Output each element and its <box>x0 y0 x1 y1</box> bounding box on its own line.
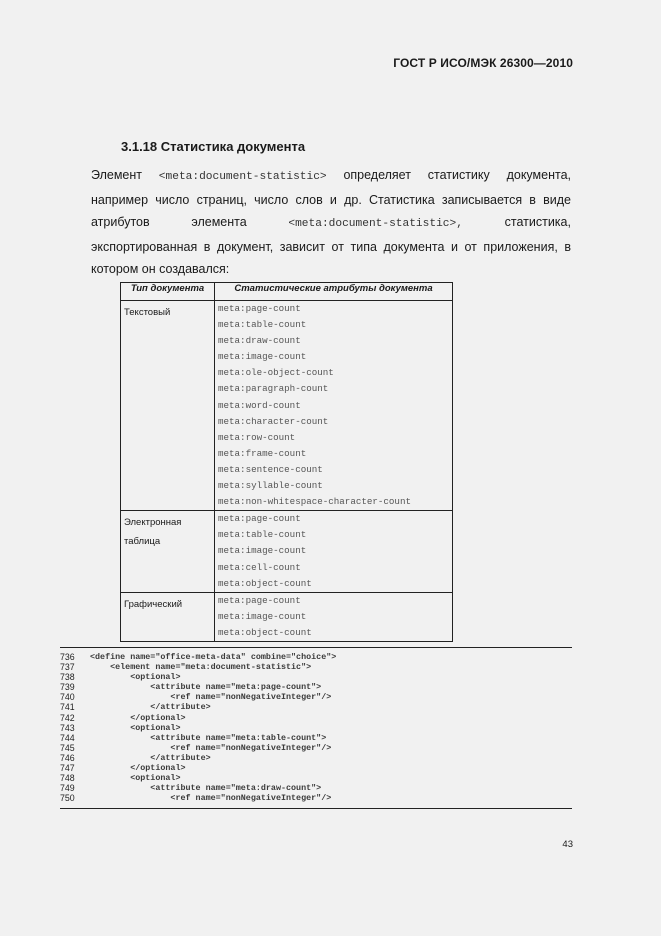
attribute-item: meta:paragraph-count <box>218 383 329 395</box>
paragraph-line-2: например число страниц, число слов и др. Статистика записывается в виде <box>91 192 571 207</box>
attribute-item: meta:object-count <box>218 577 312 589</box>
paragraph-line-1 <box>91 164 571 189</box>
line-number: 750 <box>60 793 75 804</box>
code-line <box>60 652 572 662</box>
attribute-item: meta:table-count <box>218 319 307 331</box>
code-line <box>60 692 572 702</box>
document-type-cell <box>121 592 215 641</box>
line-number: 749 <box>60 783 75 794</box>
paragraph-text: элемента <box>191 215 247 230</box>
attribute-item: meta:sentence-count <box>218 463 323 475</box>
code-text: <define name="office-meta-data" combine="choice"> <box>90 652 337 662</box>
code-line <box>60 763 572 773</box>
code-line <box>60 733 572 743</box>
code-text: <ref name="nonNegativeInteger"/> <box>90 742 332 753</box>
code-text: <element name="meta:document-statistic"> <box>90 662 312 673</box>
attribute-item: meta:word-count <box>218 399 301 411</box>
code-text: </attribute> <box>90 702 211 713</box>
paragraph-text: определяет статистику документа, <box>326 168 571 182</box>
paragraph-text: статистика, <box>504 215 571 230</box>
element-name-code: <meta:document-statistic> <box>158 171 327 183</box>
attributes-cell <box>215 592 453 641</box>
code-text: <ref name="nonNegativeInteger"/> <box>90 692 332 703</box>
section-title: 3.1.18 Статистика документа <box>121 139 306 154</box>
code-line <box>60 793 572 803</box>
table-row <box>121 301 453 511</box>
code-line <box>60 702 572 712</box>
line-number: 742 <box>60 712 75 723</box>
code-line <box>60 783 572 793</box>
paragraph-text: Элемент <box>91 168 159 182</box>
code-text: <optional> <box>90 722 181 733</box>
code-line <box>60 773 572 783</box>
line-number: 739 <box>60 682 75 693</box>
table-header-row <box>121 283 453 301</box>
paragraph-line-5: котором он создавался: <box>91 262 230 277</box>
paragraph-line-3 <box>91 211 571 236</box>
relaxng-code-listing <box>60 647 572 809</box>
document-type-text: таблица <box>124 536 161 548</box>
attribute-item: meta:draw-count <box>218 335 301 347</box>
table-row <box>121 592 453 641</box>
code-line <box>60 713 572 723</box>
line-number: 736 <box>60 652 75 662</box>
statistics-table <box>120 282 453 642</box>
document-type-text: Электронная <box>124 517 182 529</box>
line-number: 741 <box>60 702 75 713</box>
code-line <box>60 672 572 682</box>
attribute-item: meta:non-whitespace-character-count <box>218 496 411 508</box>
attribute-item: meta:syllable-count <box>218 480 323 492</box>
line-number: 737 <box>60 662 75 673</box>
code-text: <attribute name="meta:page-count"> <box>90 682 322 693</box>
code-text: <optional> <box>90 672 181 683</box>
line-number: 747 <box>60 763 75 774</box>
table-row <box>121 511 453 592</box>
document-type-text: Графический <box>124 598 183 610</box>
code-text: </optional> <box>90 712 186 723</box>
code-line <box>60 662 572 672</box>
code-text: <optional> <box>90 773 181 784</box>
attribute-item: meta:frame-count <box>218 447 307 459</box>
attribute-item: meta:row-count <box>218 431 296 443</box>
code-line <box>60 743 572 753</box>
attribute-item: meta:page-count <box>218 594 301 606</box>
attribute-item: meta:character-count <box>218 415 329 427</box>
line-number: 743 <box>60 722 75 733</box>
paragraph-line-4: экспортированная в документ, зависит от типа документа и от приложения, в <box>91 239 571 254</box>
attribute-item: meta:cell-count <box>218 561 301 573</box>
attribute-item: meta:image-count <box>218 545 307 557</box>
document-standard-header: ГОСТ Р ИСО/МЭК 26300—2010 <box>393 56 573 70</box>
section-body <box>91 164 571 281</box>
document-type-cell <box>121 301 215 511</box>
page-number: 43 <box>562 839 573 850</box>
line-number: 746 <box>60 752 75 763</box>
column-header-type: Тип документа <box>121 283 215 301</box>
line-number: 744 <box>60 732 75 743</box>
code-text: <attribute name="meta:draw-count"> <box>90 783 322 794</box>
attribute-item: meta:image-count <box>218 610 307 622</box>
code-text: </attribute> <box>90 752 211 763</box>
code-line <box>60 682 572 692</box>
attribute-item: meta:page-count <box>218 513 301 525</box>
attribute-item: meta:ole-object-count <box>218 367 334 379</box>
line-number: 745 <box>60 742 75 753</box>
document-type-text: Текстовый <box>124 307 171 318</box>
attribute-item: meta:page-count <box>218 303 301 314</box>
code-line <box>60 723 572 733</box>
attribute-item: meta:table-count <box>218 529 307 541</box>
line-number: 740 <box>60 692 75 703</box>
code-text: </optional> <box>90 763 186 774</box>
column-header-attributes: Статистические атрибуты документа <box>215 283 453 301</box>
paragraph-text: атрибутов <box>91 215 150 230</box>
code-line <box>60 753 572 763</box>
code-text: <attribute name="meta:table-count"> <box>90 732 327 743</box>
line-number: 738 <box>60 672 75 683</box>
attribute-item: meta:object-count <box>218 626 312 638</box>
element-name-code: <meta:document-statistic>, <box>288 218 463 231</box>
code-text: <ref name="nonNegativeInteger"/> <box>90 793 332 804</box>
line-number: 748 <box>60 773 75 784</box>
attribute-item: meta:image-count <box>218 351 307 363</box>
attributes-cell <box>215 301 453 511</box>
document-type-cell <box>121 511 215 592</box>
attributes-cell <box>215 511 453 592</box>
